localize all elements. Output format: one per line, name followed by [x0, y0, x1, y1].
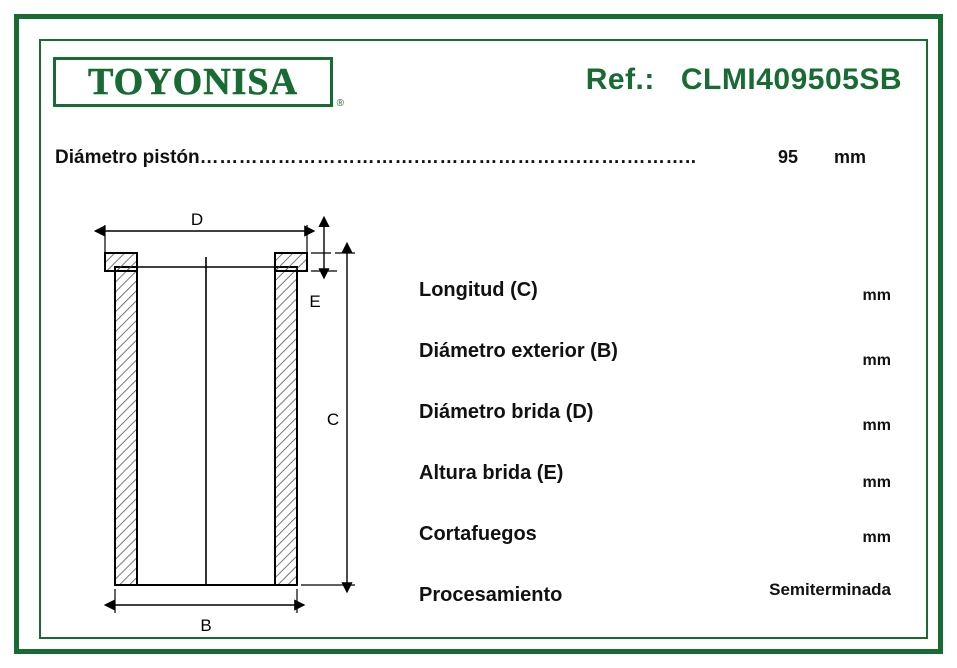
spec-unit-diametro-exterior: mm — [862, 352, 891, 369]
spec-label-cortafuegos: Cortafuegos — [419, 523, 537, 545]
spec-value-procesamiento: Semiterminada — [769, 580, 891, 599]
spec-label-altura-brida: Altura brida (E) — [419, 462, 564, 484]
registered-trademark-icon: ® — [336, 98, 344, 109]
spec-unit-cortafuegos: mm — [862, 529, 891, 546]
document-sheet — [14, 14, 943, 654]
table-row — [419, 448, 919, 509]
svg-text:D: D — [190, 210, 204, 229]
table-row — [419, 265, 919, 326]
piston-diameter-value: 95 — [777, 147, 798, 167]
specification-table — [419, 265, 919, 631]
reference-value: CLMI409505SB — [680, 63, 902, 96]
svg-text:E: E — [309, 292, 321, 311]
table-row — [419, 387, 919, 448]
reference-label: Ref.: — [585, 63, 655, 96]
logo-wordmark: TOYONISA — [87, 61, 299, 103]
reference-row — [586, 63, 902, 97]
spec-label-longitud: Longitud (C) — [419, 279, 538, 301]
spec-unit-altura-brida: mm — [862, 474, 891, 491]
piston-diameter-label: Diámetro pistón — [55, 147, 200, 168]
table-row — [419, 509, 919, 570]
spec-unit-longitud: mm — [862, 287, 891, 304]
piston-diameter-leader-dots: …………………………….…………………….…….……….. — [199, 147, 697, 168]
spec-label-diametro-brida: Diámetro brida (D) — [419, 401, 594, 423]
spec-label-procesamiento: Procesamiento — [419, 584, 563, 606]
svg-text:B: B — [200, 616, 212, 635]
table-row — [419, 326, 919, 387]
toyonisa-logo — [53, 57, 344, 109]
spec-unit-diametro-brida: mm — [862, 417, 891, 434]
spec-label-diametro-exterior: Diámetro exterior (B) — [419, 340, 618, 362]
svg-text:C: C — [326, 410, 340, 429]
piston-diameter-unit: mm — [833, 147, 866, 167]
cylinder-liner-drawing — [79, 209, 379, 639]
table-row — [419, 570, 919, 631]
piston-diameter-row — [55, 147, 902, 181]
